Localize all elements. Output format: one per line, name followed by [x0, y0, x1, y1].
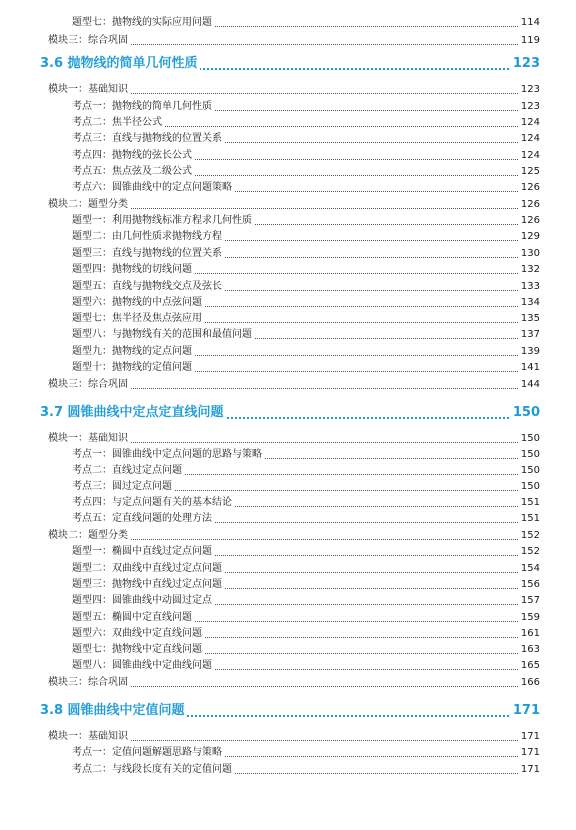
toc-topic-entry[interactable]	[0, 295, 576, 311]
toc-entry-title: 考点三：直线与抛物线的位置关系	[72, 131, 224, 147]
toc-page-number: 150	[519, 447, 540, 463]
toc-entry-title: 题型一：椭圆中直线过定点问题	[72, 544, 214, 560]
toc-page-number: 166	[519, 675, 540, 691]
toc-topic-entry[interactable]	[0, 164, 576, 180]
toc-module-entry[interactable]	[0, 197, 576, 213]
toc-page-number: 150	[519, 463, 540, 479]
toc-entry-title: 3.6 抛物线的简单几何性质	[40, 53, 200, 75]
toc-topic-entry[interactable]	[0, 745, 576, 761]
toc-page-number: 163	[519, 642, 540, 658]
toc-page-number: 123	[519, 82, 540, 98]
toc-entry-title: 题型十：抛物线的定值问题	[72, 360, 194, 376]
toc-topic-entry[interactable]	[0, 131, 576, 147]
toc-topic-entry[interactable]	[0, 327, 576, 343]
toc-page-number: 124	[519, 148, 540, 164]
toc-topic-entry[interactable]	[0, 213, 576, 229]
toc-entry-title: 题型七：抛物线中定直线问题	[72, 642, 204, 658]
toc-topic-entry[interactable]	[0, 593, 576, 609]
toc-entry-title: 题型七：抛物线的实际应用问题	[72, 15, 214, 31]
toc-topic-entry[interactable]	[0, 762, 576, 778]
toc-entry-title: 模块二：题型分类	[48, 197, 130, 213]
toc-entry-title: 模块一：基础知识	[48, 729, 130, 745]
toc-entry-title: 题型四：抛物线的切线问题	[72, 262, 194, 278]
toc-page-number: 157	[519, 593, 540, 609]
toc-page-number: 137	[519, 327, 540, 343]
toc-entry-title: 考点一：圆锥曲线中定点问题的思路与策略	[72, 447, 264, 463]
toc-entry-title: 题型六：抛物线的中点弦问题	[72, 295, 204, 311]
toc-entry-title: 模块二：题型分类	[48, 528, 130, 544]
toc-entry-title: 考点一：定值问题解题思路与策略	[72, 745, 224, 761]
toc-topic-entry[interactable]	[0, 279, 576, 295]
toc-topic-entry[interactable]	[0, 311, 576, 327]
toc-page-number: 129	[519, 229, 540, 245]
toc-entry-title: 模块一：基础知识	[48, 431, 130, 447]
toc-page-number: 171	[519, 729, 540, 745]
toc-page-number: 152	[519, 544, 540, 560]
toc-entry-title: 模块三：综合巩固	[48, 675, 130, 691]
toc-topic-entry[interactable]	[0, 610, 576, 626]
toc-page-number: 165	[519, 658, 540, 674]
toc-entry-title: 考点五：定直线问题的处理方法	[72, 511, 214, 527]
toc-page-number: 123	[519, 99, 540, 115]
toc-topic-entry[interactable]	[0, 447, 576, 463]
toc-entry-title: 题型四：圆锥曲线中动圆过定点	[72, 593, 214, 609]
toc-page-number: 150	[519, 479, 540, 495]
toc-page-number: 126	[519, 180, 540, 196]
toc-page-number: 141	[519, 360, 540, 376]
toc-entry-title: 考点二：与线段长度有关的定值问题	[72, 762, 234, 778]
toc-topic-entry[interactable]	[0, 229, 576, 245]
toc-topic-entry[interactable]	[0, 577, 576, 593]
toc-entry-title: 考点二：焦半径公式	[72, 115, 164, 131]
toc-page-number: 150	[511, 402, 540, 424]
toc-page-number: 119	[519, 33, 540, 49]
toc-page-number: 130	[519, 246, 540, 262]
toc-entry-title: 模块一：基础知识	[48, 82, 130, 98]
toc-page-number: 161	[519, 626, 540, 642]
toc-entry-title: 题型二：由几何性质求抛物线方程	[72, 229, 224, 245]
toc-entry-title: 考点四：抛物线的弦长公式	[72, 148, 194, 164]
toc-topic-entry[interactable]	[0, 463, 576, 479]
toc-entry-title: 考点二：直线过定点问题	[72, 463, 184, 479]
toc-module-entry[interactable]	[0, 33, 576, 49]
toc-entry-title: 题型一：利用抛物线标准方程求几何性质	[72, 213, 254, 229]
toc-topic-entry[interactable]	[0, 262, 576, 278]
toc-entry-title: 考点三：圆过定点问题	[72, 479, 174, 495]
toc-page-number: 171	[519, 762, 540, 778]
toc-topic-entry[interactable]	[0, 148, 576, 164]
toc-module-entry[interactable]	[0, 377, 576, 393]
toc-page-number: 124	[519, 115, 540, 131]
toc-topic-entry[interactable]	[0, 344, 576, 360]
toc-entry-title: 题型八：与抛物线有关的范围和最值问题	[72, 327, 254, 343]
toc-topic-entry[interactable]	[0, 15, 576, 31]
toc-entry-title: 模块三：综合巩固	[48, 33, 130, 49]
toc-entry-title: 题型六：双曲线中定直线问题	[72, 626, 204, 642]
toc-page-number: 151	[519, 495, 540, 511]
toc-page-number: 126	[519, 197, 540, 213]
toc-section-heading[interactable]	[0, 53, 576, 75]
toc-entry-title: 题型五：直线与抛物线交点及弦长	[72, 279, 224, 295]
toc-entry-title: 考点五：焦点弦及二级公式	[72, 164, 194, 180]
toc-module-entry[interactable]	[0, 528, 576, 544]
toc-page-number: 152	[519, 528, 540, 544]
toc-topic-entry[interactable]	[0, 180, 576, 196]
toc-page-number: 124	[519, 131, 540, 147]
toc-topic-entry[interactable]	[0, 511, 576, 527]
toc-topic-entry[interactable]	[0, 479, 576, 495]
toc-topic-entry[interactable]	[0, 642, 576, 658]
toc-page-number: 171	[511, 700, 540, 722]
toc-entry-title: 题型五：椭圆中定直线问题	[72, 610, 194, 626]
toc-section-heading[interactable]	[0, 700, 576, 722]
toc-entry-title: 题型七：焦半径及焦点弦应用	[72, 311, 204, 327]
toc-entry-title: 3.7 圆锥曲线中定点定直线问题	[40, 402, 226, 424]
bottom-fade-overlay	[150, 790, 450, 830]
toc-page-number: 133	[519, 279, 540, 295]
toc-topic-entry[interactable]	[0, 99, 576, 115]
toc-topic-entry[interactable]	[0, 658, 576, 674]
toc-entry-title: 题型三：抛物线中直线过定点问题	[72, 577, 224, 593]
toc-topic-entry[interactable]	[0, 495, 576, 511]
toc-page-number: 123	[511, 53, 540, 75]
toc-topic-entry[interactable]	[0, 360, 576, 376]
toc-page-number: 144	[519, 377, 540, 393]
toc-entry-title: 考点六：圆锥曲线中的定点问题策略	[72, 180, 234, 196]
toc-entry-title: 考点一：抛物线的简单几何性质	[72, 99, 214, 115]
toc-topic-entry[interactable]	[0, 544, 576, 560]
toc-module-entry[interactable]	[0, 82, 576, 98]
toc-page-number: 151	[519, 511, 540, 527]
toc-topic-entry[interactable]	[0, 246, 576, 262]
toc-entry-title: 考点四：与定点问题有关的基本结论	[72, 495, 234, 511]
toc-topic-entry[interactable]	[0, 115, 576, 131]
toc-page-number: 132	[519, 262, 540, 278]
toc-page-number: 159	[519, 610, 540, 626]
toc-module-entry[interactable]	[0, 431, 576, 447]
toc-entry-title: 题型九：抛物线的定点问题	[72, 344, 194, 360]
toc-page-number: 156	[519, 577, 540, 593]
toc-entry-title: 题型二：双曲线中直线过定点问题	[72, 561, 224, 577]
toc-page-number: 126	[519, 213, 540, 229]
toc-topic-entry[interactable]	[0, 561, 576, 577]
toc-page-number: 125	[519, 164, 540, 180]
toc-page-number: 150	[519, 431, 540, 447]
toc-page-number: 114	[519, 15, 540, 31]
toc-page-number: 171	[519, 745, 540, 761]
toc-topic-entry[interactable]	[0, 626, 576, 642]
toc-entry-title: 题型八：圆锥曲线中定曲线问题	[72, 658, 214, 674]
toc-module-entry[interactable]	[0, 729, 576, 745]
toc-page-number: 135	[519, 311, 540, 327]
toc-page-number: 154	[519, 561, 540, 577]
toc-entry-title: 模块三：综合巩固	[48, 377, 130, 393]
toc-module-entry[interactable]	[0, 675, 576, 691]
toc-entry-title: 3.8 圆锥曲线中定值问题	[40, 700, 187, 722]
toc-section-heading[interactable]	[0, 402, 576, 424]
toc-page-number: 139	[519, 344, 540, 360]
toc-page-number: 134	[519, 295, 540, 311]
toc-entry-title: 题型三：直线与抛物线的位置关系	[72, 246, 224, 262]
